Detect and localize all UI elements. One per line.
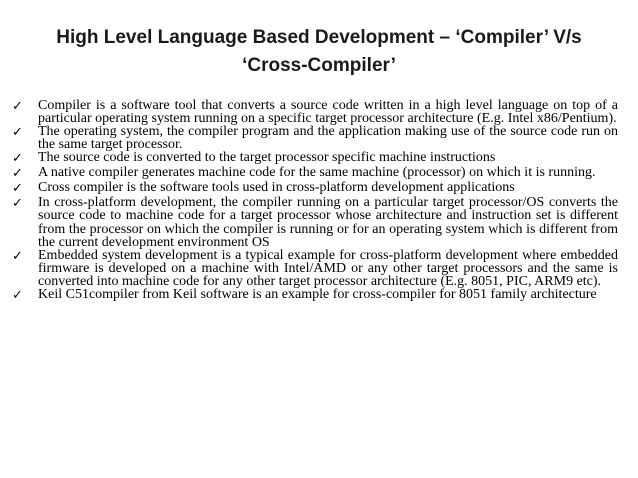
bullet-item <box>12 288 618 303</box>
check-mark-icon: ✓ <box>12 166 23 182</box>
bullet-item <box>12 99 618 125</box>
bullet-text: The operating system, the compiler program and the application making use of the source code run on the same target processor. <box>38 124 618 153</box>
check-mark-icon: ✓ <box>12 248 23 264</box>
bullet-text: Cross compiler is the software tools used in cross-platform development applications <box>38 180 515 196</box>
bullet-text: Keil C51compiler from Keil software is an example for cross-compiler for 8051 family architecture <box>38 287 597 303</box>
bullet-text: In cross-platform development, the compiler running on a particular target processor/OS converts the source code to machine code for a target processor whose architecture and instruction set is different from the processor on which the compiler is running or for an operating system which is different from the current development environment OS <box>38 195 618 250</box>
bullet-item <box>12 249 618 288</box>
bullet-text: The source code is converted to the target processor specific machine instructions <box>38 150 496 166</box>
slide-title-line-2: ‘Cross-Compiler’ <box>242 55 396 76</box>
slide-title-line-1: High Level Language Based Development – ‘Compiler’ V/s <box>56 27 582 48</box>
check-mark-icon: ✓ <box>12 99 23 114</box>
check-mark-icon: ✓ <box>12 288 23 304</box>
bullet-text: Embedded system development is a typical example for cross-platform development where embedded firmware is developed on a machine with Intel/AMD or any other target processors and the same is converted into machine code for any other target processor architecture (E.g. 8051, PIC, ARM9 etc). <box>38 247 618 289</box>
check-mark-icon: ✓ <box>12 181 23 197</box>
check-mark-icon: ✓ <box>12 196 23 212</box>
check-mark-icon: ✓ <box>12 151 23 167</box>
bullet-text: Compiler is a software tool that converts a source code written in a high level language on top of a particular operating system running on a specific target processor architecture (E.g. Intel x86/Pentium). <box>38 98 618 127</box>
bullet-text: A native compiler generates machine code for the same machine (processor) on which it is running. <box>38 165 596 181</box>
bullet-item <box>12 196 618 248</box>
bullet-item <box>12 125 618 151</box>
check-mark-icon: ✓ <box>12 125 23 141</box>
bullet-list <box>12 99 618 303</box>
bullet-item <box>12 181 618 196</box>
bullet-item <box>12 151 618 166</box>
slide-title <box>20 24 618 80</box>
bullet-item <box>12 166 618 181</box>
